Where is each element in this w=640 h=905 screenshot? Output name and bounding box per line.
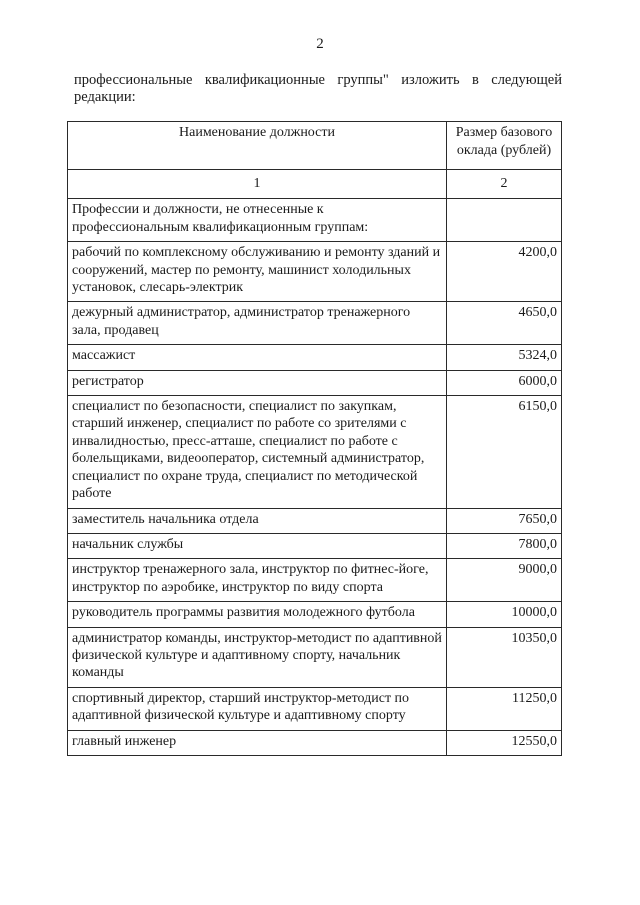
salary-value: 4200,0 bbox=[447, 242, 562, 302]
position-name: инструктор тренажерного зала, инструктор по фитнес-йоге, инструктор по аэробике, инструктор по виду спорта bbox=[68, 559, 447, 602]
column-number-1: 1 bbox=[68, 170, 447, 199]
table-row bbox=[68, 602, 562, 627]
table-row bbox=[68, 627, 562, 687]
salary-value: 6000,0 bbox=[447, 370, 562, 395]
salary-value: 4650,0 bbox=[447, 302, 562, 345]
position-name: массажист bbox=[68, 345, 447, 370]
column-number-2: 2 bbox=[447, 170, 562, 199]
header-base-salary: Размер базового оклада (рублей) bbox=[447, 122, 562, 170]
salary-value: 6150,0 bbox=[447, 396, 562, 508]
salary-value: 9000,0 bbox=[447, 559, 562, 602]
salary-value: 5324,0 bbox=[447, 345, 562, 370]
table-row bbox=[68, 687, 562, 730]
position-name: дежурный администратор, администратор тренажерного зала, продавец bbox=[68, 302, 447, 345]
position-name: специалист по безопасности, специалист по закупкам, старший инженер, специалист по работе со зрителями с инвалидностью, пресс-атташе, специалист по работе с болельщиками, видеооператор, системный администратор, специалист по охране труда, специалист по методической работе bbox=[68, 396, 447, 508]
salary-value: 7650,0 bbox=[447, 508, 562, 533]
salary-value: 12550,0 bbox=[447, 730, 562, 755]
table-row bbox=[68, 396, 562, 508]
position-name: администратор команды, инструктор-методист по адаптивной физической культуре и адаптивному спорту, начальник команды bbox=[68, 627, 447, 687]
position-name: начальник службы bbox=[68, 533, 447, 558]
position-name: заместитель начальника отдела bbox=[68, 508, 447, 533]
table-row bbox=[68, 242, 562, 302]
table-row bbox=[68, 533, 562, 558]
salary-value: 10350,0 bbox=[447, 627, 562, 687]
position-name: главный инженер bbox=[68, 730, 447, 755]
page-number: 2 bbox=[316, 36, 324, 52]
column-number-row bbox=[68, 170, 562, 199]
salary-value: 10000,0 bbox=[447, 602, 562, 627]
salary-value: 7800,0 bbox=[447, 533, 562, 558]
position-name: руководитель программы развития молодежного футбола bbox=[68, 602, 447, 627]
table-row bbox=[68, 508, 562, 533]
table-row bbox=[68, 370, 562, 395]
salary-table bbox=[67, 121, 562, 756]
table-row bbox=[68, 345, 562, 370]
group-title-row bbox=[68, 199, 562, 242]
header-position-name: Наименование должности bbox=[68, 122, 447, 170]
position-name: спортивный директор, старший инструктор-методист по адаптивной физической культуре и адаптивному спорту bbox=[68, 687, 447, 730]
table-row bbox=[68, 730, 562, 755]
group-title: Профессии и должности, не отнесенные к профессиональным квалификационным группам: bbox=[68, 199, 447, 242]
group-title-empty-cell bbox=[447, 199, 562, 242]
table-row bbox=[68, 559, 562, 602]
table-header-row bbox=[68, 122, 562, 170]
intro-paragraph: профессиональные квалификационные группы" изложить в следующей редакции: bbox=[74, 72, 562, 105]
position-name: рабочий по комплексному обслуживанию и ремонту зданий и сооружений, мастер по ремонту, машинист холодильных установок, слесарь-электрик bbox=[68, 242, 447, 302]
table-row bbox=[68, 302, 562, 345]
position-name: регистратор bbox=[68, 370, 447, 395]
salary-value: 11250,0 bbox=[447, 687, 562, 730]
